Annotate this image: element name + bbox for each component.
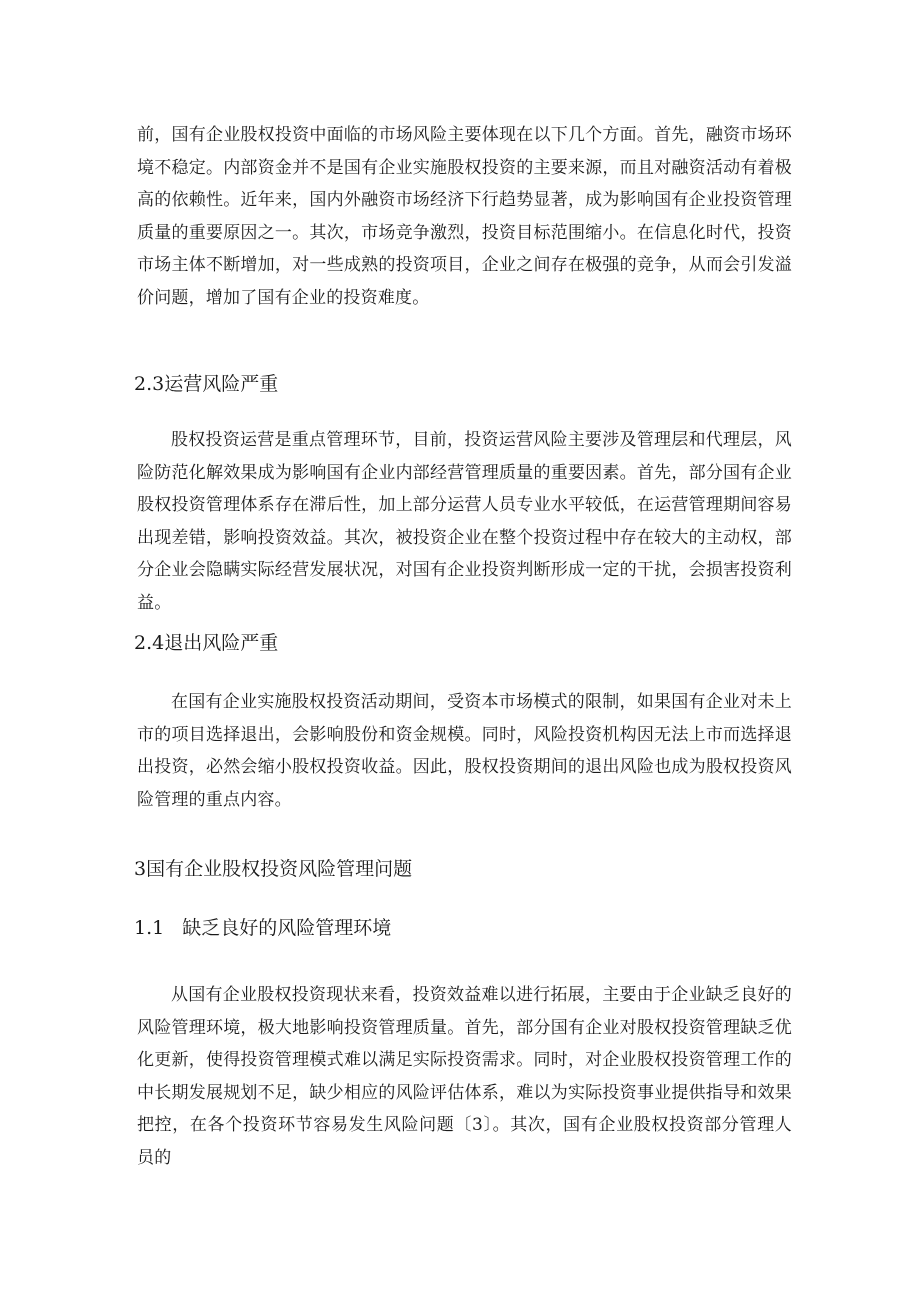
heading-3-management-problems: 3国有企业股权投资风险管理问题 (134, 858, 413, 880)
paragraph-market-risk: 前，国有企业股权投资中面临的市场风险主要体现在以下几个方面。首先，融资市场环境不稳定。内部资金并不是国有企业实施股权投资的主要来源，而且对融资活动有着极高的依赖性。近年来，国内外融资市场经济下行趋势显著，成为影响国有企业投资管理质量的重要原因之一。其次，市场竞争激烈，投资目标范围缩小。在信息化时代，投资市场主体不断增加，对一些成熟的投资项目，企业之间存在极强的竞争，从而会引发溢价问题，增加了国有企业的投资难度。 (137, 125, 792, 308)
heading-2-4-exit-risk: 2.4退出风险严重 (134, 632, 279, 654)
heading-2-3-operational-risk: 2.3运营风险严重 (134, 373, 279, 395)
heading-1-1-number: 1.1 (134, 917, 165, 939)
paragraph-risk-environment: 从国有企业股权投资现状来看，投资效益难以进行拓展，主要由于企业缺乏良好的风险管理环境，极大地影响投资管理质量。首先，部分国有企业对股权投资管理缺乏优化更新，使得投资管理模式难以满足实际投资需求。同时，对企业股权投资管理工作的中长期发展规划不足，缺少相应的风险评估体系，难以为实际投资事业提供指导和效果把控，在各个投资环节容易发生风险问题〔3〕。其次，国有企业股权投资部分管理人员的 (137, 985, 792, 1168)
heading-1-1-risk-environment (134, 914, 391, 942)
paragraph-exit-risk: 在国有企业实施股权投资活动期间，受资本市场模式的限制，如果国有企业对未上市的项目选择退出，会影响股份和资金规模。同时，风险投资机构因无法上市而选择退出投资，必然会缩小股权投资收益。因此，股权投资期间的退出风险也成为股权投资风险管理的重点内容。 (137, 692, 792, 810)
paragraph-operational-risk: 股权投资运营是重点管理环节，目前，投资运营风险主要涉及管理层和代理层，风险防范化解效果成为影响国有企业内部经营管理质量的重要因素。首先，部分国有企业股权投资管理体系存在滞后性，加上部分运营人员专业水平较低，在运营管理期间容易出现差错，影响投资效益。其次，被投资企业在整个投资过程中存在较大的主动权，部分企业会隐瞒实际经营发展状况，对国有企业投资判断形成一定的干扰，会损害投资利益。 (137, 430, 792, 613)
heading-1-1-text: 缺乏良好的风险管理环境 (182, 917, 392, 939)
